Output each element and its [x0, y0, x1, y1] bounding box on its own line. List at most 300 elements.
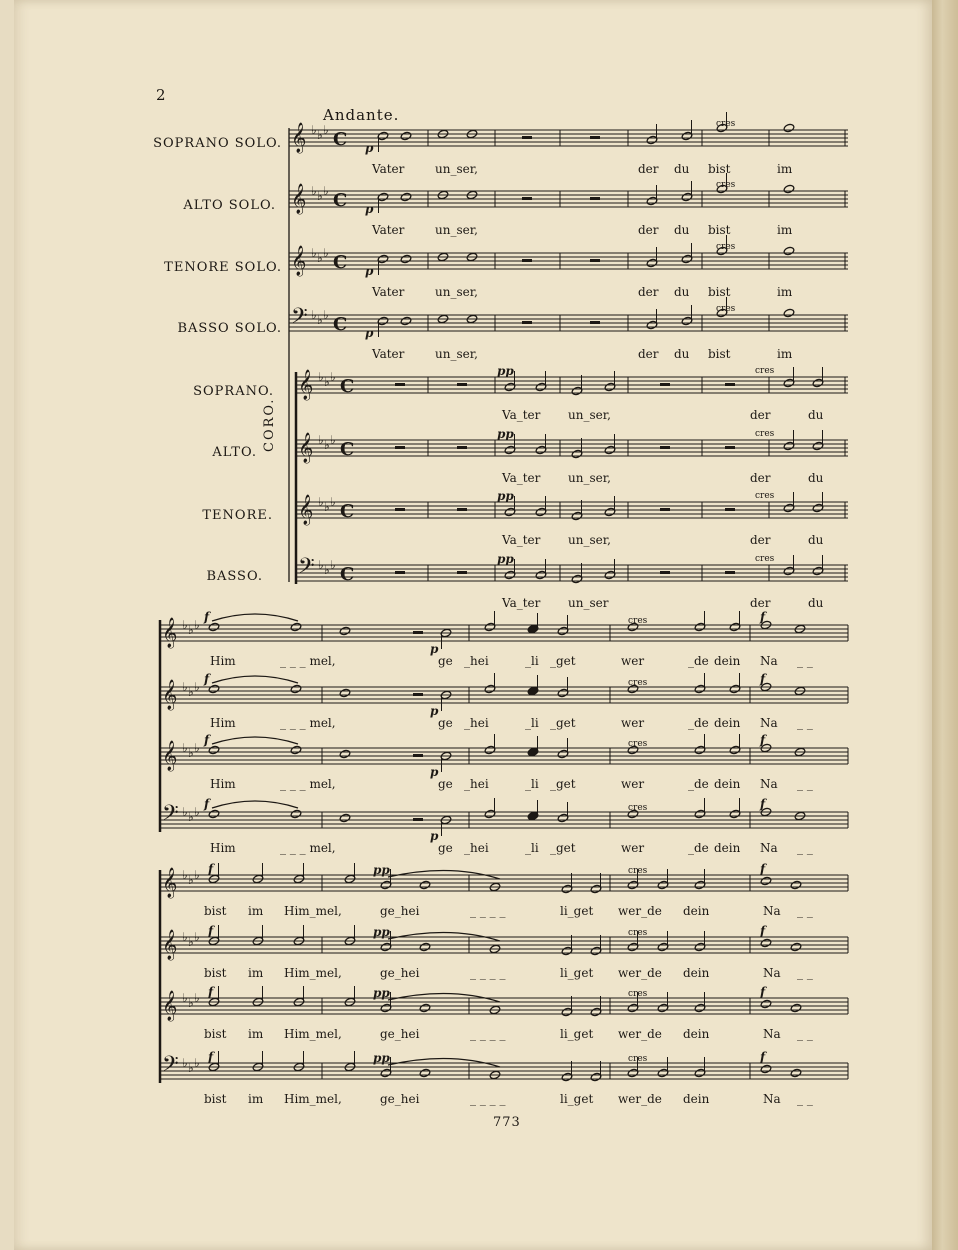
system2-staff-3-lyric: _get	[550, 777, 576, 791]
system2-staff-1-lyric: _hei	[464, 654, 489, 668]
system3-staff-2-clef: 𝄞	[162, 930, 178, 960]
system3-staff-3-flat: ♭	[194, 991, 200, 1005]
system2-staff-3-slur	[212, 737, 298, 744]
system1-staff-1-flat: ♭	[311, 123, 317, 137]
system2-staff-3-dynamic: f	[760, 733, 766, 747]
system1-staff-1-dynamic: p	[365, 141, 374, 155]
system3-staff-3-lyric: bist	[204, 1027, 227, 1041]
system3-staff-3-lyric: li_get	[560, 1027, 594, 1041]
system1-staff-2-cres: cres	[716, 180, 736, 190]
system2-staff-4-flat: ♭	[194, 805, 200, 819]
system3-staff-2-lyric: im	[248, 966, 264, 980]
system1-staff-8-flat: ♭	[318, 558, 324, 572]
system3-staff-1-lyric: ge_hei	[380, 904, 420, 918]
system3-staff-4-dynamic: pp	[373, 1051, 390, 1065]
system3-staff-2-flat: ♭	[188, 935, 194, 949]
system2-staff-3-flat: ♭	[194, 741, 200, 755]
system1-staff-4-lyric: der	[638, 347, 659, 361]
system1-staff-6-rest	[725, 446, 735, 449]
system3-staff-2-flat: ♭	[194, 930, 200, 944]
system2-staff-1-lyric: Na	[760, 654, 778, 668]
system2-staff-3-rest	[413, 754, 423, 757]
system1-staff-3-lyric: du	[674, 285, 690, 299]
system3-staff-2-lyric: ge_hei	[380, 966, 420, 980]
system2-staff-2-rest	[413, 693, 423, 696]
system2-staff-2-dynamic: f	[204, 672, 210, 686]
system2-staff-4-dynamic: p	[430, 829, 439, 843]
system1-staff-7-flat: ♭	[324, 500, 330, 514]
system1-staff-7-rest	[660, 508, 670, 511]
system1-staff-4-dynamic: p	[365, 326, 374, 340]
system3-staff-2-flat: ♭	[182, 930, 188, 944]
system1-staff-2-lyric: Vater	[372, 223, 405, 237]
system2-staff-4-flat: ♭	[188, 810, 194, 824]
system3-staff-1-lyric: im	[248, 904, 264, 918]
system3-staff-3-note	[419, 1003, 431, 1013]
system1-staff-5-clef: 𝄞	[298, 370, 314, 400]
system2-staff-4-dynamic: f	[760, 797, 766, 811]
system1-staff-4-cres: cres	[716, 304, 736, 314]
system2-staff-4-lyric: Him	[210, 841, 236, 855]
system3-staff-1-lyric: bist	[204, 904, 227, 918]
system1-staff-8-lyric: un_ser	[568, 596, 609, 610]
system3-staff-2-lyric: Na	[763, 966, 781, 980]
system1-staff-1-lyric: du	[674, 162, 690, 176]
system1-staff-3-note	[400, 254, 412, 264]
system3-staff-3-flat: ♭	[182, 991, 188, 1005]
system1-staff-2-flat: ♭	[317, 189, 323, 203]
system2-staff-1-clef: 𝄞	[162, 618, 178, 648]
part-label-soprano: SOPRANO.	[193, 384, 274, 399]
system1-staff-4-clef: 𝄢	[291, 304, 308, 334]
system3-staff-2-cres: cres	[628, 928, 648, 938]
system2-staff-1-lyric: _get	[550, 654, 576, 668]
system3-staff-1-dynamic: f	[208, 862, 214, 876]
system2-staff-3-lyric: Na	[760, 777, 778, 791]
system2-staff-2-lyric: wer	[621, 716, 645, 730]
system2-staff-3-flat: ♭	[182, 741, 188, 755]
system1-staff-4-lyric: un_ser,	[435, 347, 478, 361]
system3-staff-4-lyric: dein	[683, 1092, 710, 1106]
system1-staff-6-flat: ♭	[324, 438, 330, 452]
system1-staff-8-flat: ♭	[324, 563, 330, 577]
system3-staff-1-clef: 𝄞	[162, 868, 178, 898]
system3-staff-4-lyric: _ _ _ _	[470, 1092, 506, 1106]
system2-staff-4-lyric: _li	[525, 841, 539, 855]
system2-staff-3-lyric: wer	[621, 777, 645, 791]
system1-staff-4-lyric: du	[674, 347, 690, 361]
page-number: 2	[156, 86, 166, 104]
system1-staff-2-lyric: bist	[708, 223, 731, 237]
system1-staff-7-time-signature: C	[340, 501, 355, 522]
system1-staff-2-note	[783, 184, 795, 194]
system2-staff-4-note	[290, 809, 302, 819]
system3-staff-1-cres: cres	[628, 866, 648, 876]
system1-staff-7-flat: ♭	[318, 495, 324, 509]
system1-staff-4-rest	[522, 321, 532, 324]
part-label-tenore-solo: TENORE SOLO.	[164, 260, 282, 275]
system2-staff-1-lyric: wer	[621, 654, 645, 668]
system3-staff-2-lyric: dein	[683, 966, 710, 980]
coro-label: CORO.	[262, 397, 277, 452]
system2-staff-3-lyric: _de	[688, 777, 709, 791]
system3-staff-3-flat: ♭	[188, 996, 194, 1010]
system1-staff-7-rest	[725, 508, 735, 511]
system3-staff-2-note	[790, 942, 802, 952]
system1-staff-3-lyric: bist	[708, 285, 731, 299]
system1-staff-8-rest	[660, 571, 670, 574]
system1-staff-5-flat: ♭	[318, 370, 324, 384]
system3-staff-1-lyric: Him_mel,	[284, 904, 342, 918]
system1-staff-8-cres: cres	[755, 554, 775, 564]
system2-staff-1-flat: ♭	[188, 623, 194, 637]
system2-staff-1-cres: cres	[628, 616, 648, 626]
system1-staff-3-rest	[522, 259, 532, 262]
system3-staff-4-cres: cres	[628, 1054, 648, 1064]
system1-staff-1-lyric: im	[777, 162, 793, 176]
system2-staff-1-dynamic: f	[204, 610, 210, 624]
system1-staff-5-lyric: un_ser,	[568, 408, 611, 422]
system1-staff-3-time-signature: C	[333, 252, 348, 273]
system2-staff-1-lyric: _ _	[797, 654, 813, 668]
system2-staff-4-lyric: wer	[621, 841, 645, 855]
system1-staff-1-time-signature: C	[333, 129, 348, 150]
system1-staff-3-lyric: im	[777, 285, 793, 299]
system1-staff-1-cres: cres	[716, 119, 736, 129]
plate-number: 773	[493, 1115, 521, 1130]
system1-staff-8-flat: ♭	[330, 558, 336, 572]
system1-staff-3-dynamic: p	[365, 264, 374, 278]
system3-staff-1-flat: ♭	[182, 868, 188, 882]
system1-staff-6-rest	[457, 446, 467, 449]
system2-staff-3-lyric: _li	[525, 777, 539, 791]
system1-staff-1-lyric: bist	[708, 162, 731, 176]
system2-staff-2-lyric: _de	[688, 716, 709, 730]
system1-staff-2-lyric: im	[777, 223, 793, 237]
system1-staff-4-lyric: bist	[708, 347, 731, 361]
system1-staff-3-clef: 𝄞	[291, 246, 307, 276]
system1-staff-1-rest	[522, 136, 532, 139]
system3-staff-1-note	[760, 876, 772, 886]
system2-staff-2-lyric: _get	[550, 716, 576, 730]
system2-staff-3-lyric: ge	[438, 777, 453, 791]
system1-staff-2-flat: ♭	[311, 184, 317, 198]
system3-staff-4-lyric: wer_de	[618, 1092, 662, 1106]
system2-staff-4-lyric: Na	[760, 841, 778, 855]
system1-staff-1-clef: 𝄞	[291, 123, 307, 153]
system3-staff-4-lyric: Na	[763, 1092, 781, 1106]
system1-staff-3-rest	[590, 259, 600, 262]
system1-staff-4-lyric: Vater	[372, 347, 405, 361]
system2-staff-2-flat: ♭	[194, 680, 200, 694]
system1-staff-1-flat: ♭	[323, 123, 329, 137]
system2-staff-1-slur	[212, 614, 298, 621]
system3-staff-4-lyric: li_get	[560, 1092, 594, 1106]
system2-staff-4-cres: cres	[628, 803, 648, 813]
system3-staff-3-lyric: ge_hei	[380, 1027, 420, 1041]
system1-staff-1-note	[400, 131, 412, 141]
system3-staff-1-lyric: _ _	[797, 904, 813, 918]
system3-staff-3-note	[760, 999, 772, 1009]
system3-staff-2-dynamic: f	[208, 924, 214, 938]
system1-staff-7-lyric: un_ser,	[568, 533, 611, 547]
system2-staff-1-dynamic: f	[760, 610, 766, 624]
part-label-basso-solo: BASSO SOLO.	[177, 321, 282, 336]
system1-staff-4-lyric: im	[777, 347, 793, 361]
system2-staff-3-dynamic: f	[204, 733, 210, 747]
system2-staff-3-note	[290, 745, 302, 755]
system3-staff-3-cres: cres	[628, 989, 648, 999]
system1-staff-5-rest	[457, 383, 467, 386]
system1-staff-1-note	[783, 123, 795, 133]
system1-staff-2-clef: 𝄞	[291, 184, 307, 214]
system3-staff-4-note	[419, 1068, 431, 1078]
system1-staff-5-time-signature: C	[340, 376, 355, 397]
system1-staff-5-rest	[395, 383, 405, 386]
system1-staff-8-lyric: Va_ter	[502, 596, 541, 610]
system2-staff-1-dynamic: p	[430, 642, 439, 656]
part-label-tenore: TENORE.	[202, 508, 273, 523]
system3-staff-4-dynamic: f	[208, 1050, 214, 1064]
system3-staff-3-lyric: Him_mel,	[284, 1027, 342, 1041]
system2-staff-3-lyric: Him	[210, 777, 236, 791]
system2-staff-4-lyric: _de	[688, 841, 709, 855]
system2-staff-3-dynamic: p	[430, 765, 439, 779]
system3-staff-3-lyric: dein	[683, 1027, 710, 1041]
system2-staff-1-note	[290, 622, 302, 632]
system1-staff-5-lyric: der	[750, 408, 771, 422]
system1-staff-5-rest	[725, 383, 735, 386]
system2-staff-3-lyric: _ _ _ mel,	[280, 777, 336, 791]
system3-staff-1-lyric: _ _ _ _	[470, 904, 506, 918]
system3-staff-4-lyric: im	[248, 1092, 264, 1106]
system2-staff-2-lyric: _ _	[797, 716, 813, 730]
system3-staff-2-dynamic: f	[760, 924, 766, 938]
system1-staff-4-note	[400, 316, 412, 326]
system1-staff-6-rest	[395, 446, 405, 449]
system1-staff-8-clef: 𝄢	[298, 554, 315, 584]
system2-staff-4-clef: 𝄢	[162, 801, 179, 831]
system1-staff-1-flat: ♭	[317, 128, 323, 142]
system3-staff-3-lyric: Na	[763, 1027, 781, 1041]
system3-staff-1-lyric: dein	[683, 904, 710, 918]
system1-staff-1-lyric: Vater	[372, 162, 405, 176]
system3-staff-4-clef: 𝄢	[162, 1052, 179, 1082]
system1-staff-2-lyric: der	[638, 223, 659, 237]
system2-staff-4-lyric: _get	[550, 841, 576, 855]
system2-staff-1-note	[339, 626, 351, 636]
system1-staff-7-flat: ♭	[330, 495, 336, 509]
system1-staff-7-lyric: der	[750, 533, 771, 547]
system2-staff-3-lyric: _hei	[464, 777, 489, 791]
system1-staff-1-lyric: der	[638, 162, 659, 176]
system2-staff-4-note	[208, 809, 220, 819]
system2-staff-2-cres: cres	[628, 678, 648, 688]
system1-staff-3-lyric: Vater	[372, 285, 405, 299]
system1-staff-2-time-signature: C	[333, 190, 348, 211]
system1-staff-7-lyric: du	[808, 533, 824, 547]
system1-staff-8-rest	[395, 571, 405, 574]
part-label-soprano-solo: SOPRANO SOLO.	[153, 136, 282, 151]
system1-staff-7-rest	[395, 508, 405, 511]
system3-staff-1-dynamic: f	[760, 862, 766, 876]
system3-staff-2-lyric: _ _	[797, 966, 813, 980]
system2-staff-2-lyric: _li	[525, 716, 539, 730]
system3-staff-2-lyric: li_get	[560, 966, 594, 980]
system1-staff-5-rest	[660, 383, 670, 386]
system1-staff-5-dynamic: pp	[497, 364, 514, 378]
system2-staff-4-flat: ♭	[182, 805, 188, 819]
system1-staff-8-rest	[457, 571, 467, 574]
system3-staff-3-clef: 𝄞	[162, 991, 178, 1021]
system3-staff-3-dynamic: f	[208, 985, 214, 999]
system3-staff-2-note	[760, 938, 772, 948]
system1-staff-7-clef: 𝄞	[298, 495, 314, 525]
system1-staff-3-lyric: un_ser,	[435, 285, 478, 299]
system1-staff-5-lyric: du	[808, 408, 824, 422]
system1-staff-6-flat: ♭	[318, 433, 324, 447]
system3-staff-1-lyric: wer_de	[618, 904, 662, 918]
system2-staff-2-lyric: ge	[438, 716, 453, 730]
system2-staff-4-slur	[212, 801, 298, 808]
system2-staff-2-dynamic: f	[760, 672, 766, 686]
system2-staff-1-rest	[413, 631, 423, 634]
system1-staff-1-lyric: un_ser,	[435, 162, 478, 176]
system1-staff-5-lyric: Va_ter	[502, 408, 541, 422]
system1-staff-8-time-signature: C	[340, 564, 355, 585]
system1-staff-4-flat: ♭	[311, 308, 317, 322]
system2-staff-2-clef: 𝄞	[162, 680, 178, 710]
system3-staff-1-lyric: Na	[763, 904, 781, 918]
system2-staff-4-lyric: ge	[438, 841, 453, 855]
system2-staff-2-lyric: _ _ _ mel,	[280, 716, 336, 730]
system2-staff-1-lyric: Him	[210, 654, 236, 668]
system2-staff-3-flat: ♭	[188, 746, 194, 760]
system3-staff-3-lyric: im	[248, 1027, 264, 1041]
system1-staff-4-time-signature: C	[333, 314, 348, 335]
system1-staff-2-note	[400, 192, 412, 202]
system2-staff-4-lyric: _hei	[464, 841, 489, 855]
part-label-alto-solo: ALTO SOLO.	[183, 198, 276, 213]
system3-staff-4-flat: ♭	[188, 1061, 194, 1075]
system3-staff-3-dynamic: f	[760, 985, 766, 999]
system1-staff-2-dynamic: p	[365, 202, 374, 216]
system3-staff-1-flat: ♭	[188, 873, 194, 887]
system3-staff-4-flat: ♭	[194, 1056, 200, 1070]
part-label-alto: ALTO.	[212, 445, 257, 460]
system2-staff-3-cres: cres	[628, 739, 648, 749]
system1-staff-7-dynamic: pp	[497, 489, 514, 503]
system3-staff-4-dynamic: f	[760, 1050, 766, 1064]
system2-staff-1-lyric: dein	[714, 654, 741, 668]
system1-staff-4-note	[783, 308, 795, 318]
system1-staff-8-lyric: der	[750, 596, 771, 610]
system1-staff-8-dynamic: pp	[497, 552, 514, 566]
system1-staff-6-lyric: der	[750, 471, 771, 485]
system3-staff-3-lyric: _ _ _ _	[470, 1027, 506, 1041]
system3-staff-3-lyric: wer_de	[618, 1027, 662, 1041]
system1-staff-4-flat: ♭	[317, 313, 323, 327]
system2-staff-2-lyric: dein	[714, 716, 741, 730]
system1-staff-7-cres: cres	[755, 491, 775, 501]
system3-staff-1-note	[419, 880, 431, 890]
system2-staff-3-lyric: dein	[714, 777, 741, 791]
system1-staff-2-rest	[522, 197, 532, 200]
system2-staff-4-note	[339, 813, 351, 823]
system2-staff-1-flat: ♭	[182, 618, 188, 632]
system2-staff-1-lyric: _de	[688, 654, 709, 668]
system1-staff-4-flat: ♭	[323, 308, 329, 322]
system2-staff-4-dynamic: f	[204, 797, 210, 811]
system2-staff-2-note	[208, 684, 220, 694]
system2-staff-1-lyric: _ _ _ mel,	[280, 654, 336, 668]
system3-staff-4-lyric: ge_hei	[380, 1092, 420, 1106]
system1-staff-6-lyric: Va_ter	[502, 471, 541, 485]
system1-staff-6-lyric: du	[808, 471, 824, 485]
system1-staff-3-flat: ♭	[311, 246, 317, 260]
system2-staff-1-flat: ♭	[194, 618, 200, 632]
system2-staff-4-lyric: _ _	[797, 841, 813, 855]
system1-staff-3-lyric: der	[638, 285, 659, 299]
system2-staff-4-lyric: dein	[714, 841, 741, 855]
system3-staff-2-lyric: wer_de	[618, 966, 662, 980]
system2-staff-2-note	[290, 684, 302, 694]
system2-staff-2-dynamic: p	[430, 704, 439, 718]
system1-staff-2-lyric: un_ser,	[435, 223, 478, 237]
system1-staff-8-rest	[725, 571, 735, 574]
system2-staff-3-note	[339, 749, 351, 759]
system2-staff-3-lyric: _ _	[797, 777, 813, 791]
system2-staff-4-rest	[413, 818, 423, 821]
system1-staff-5-flat: ♭	[330, 370, 336, 384]
system1-staff-5-flat: ♭	[324, 375, 330, 389]
system3-staff-2-dynamic: pp	[373, 925, 390, 939]
system2-staff-2-flat: ♭	[188, 685, 194, 699]
system3-staff-2-note	[419, 942, 431, 952]
system2-staff-2-lyric: Him	[210, 716, 236, 730]
system2-staff-4-lyric: _ _ _ mel,	[280, 841, 336, 855]
system2-staff-2-lyric: Na	[760, 716, 778, 730]
system3-staff-4-note	[790, 1068, 802, 1078]
system2-staff-1-note	[208, 622, 220, 632]
system2-staff-1-lyric: ge	[438, 654, 453, 668]
system1-staff-6-dynamic: pp	[497, 427, 514, 441]
system1-staff-8-lyric: du	[808, 596, 824, 610]
system3-staff-2-lyric: bist	[204, 966, 227, 980]
system1-staff-7-rest	[457, 508, 467, 511]
part-label-basso: BASSO.	[206, 569, 263, 584]
system1-staff-3-flat: ♭	[317, 251, 323, 265]
system3-staff-1-dynamic: pp	[373, 863, 390, 877]
system2-staff-3-clef: 𝄞	[162, 741, 178, 771]
system2-staff-2-lyric: _hei	[464, 716, 489, 730]
system1-staff-3-flat: ♭	[323, 246, 329, 260]
tempo-marking: Andante.	[323, 106, 400, 124]
system3-staff-2-lyric: Him_mel,	[284, 966, 342, 980]
system3-staff-3-lyric: _ _	[797, 1027, 813, 1041]
system3-staff-3-note	[790, 1003, 802, 1013]
system1-staff-6-clef: 𝄞	[298, 433, 314, 463]
system1-staff-6-cres: cres	[755, 429, 775, 439]
system1-staff-6-rest	[660, 446, 670, 449]
system1-staff-3-note	[783, 246, 795, 256]
system1-staff-3-cres: cres	[716, 242, 736, 252]
system2-staff-2-note	[339, 688, 351, 698]
system3-staff-4-note	[760, 1064, 772, 1074]
system1-staff-4-rest	[590, 321, 600, 324]
system1-staff-6-flat: ♭	[330, 433, 336, 447]
system3-staff-3-dynamic: pp	[373, 986, 390, 1000]
